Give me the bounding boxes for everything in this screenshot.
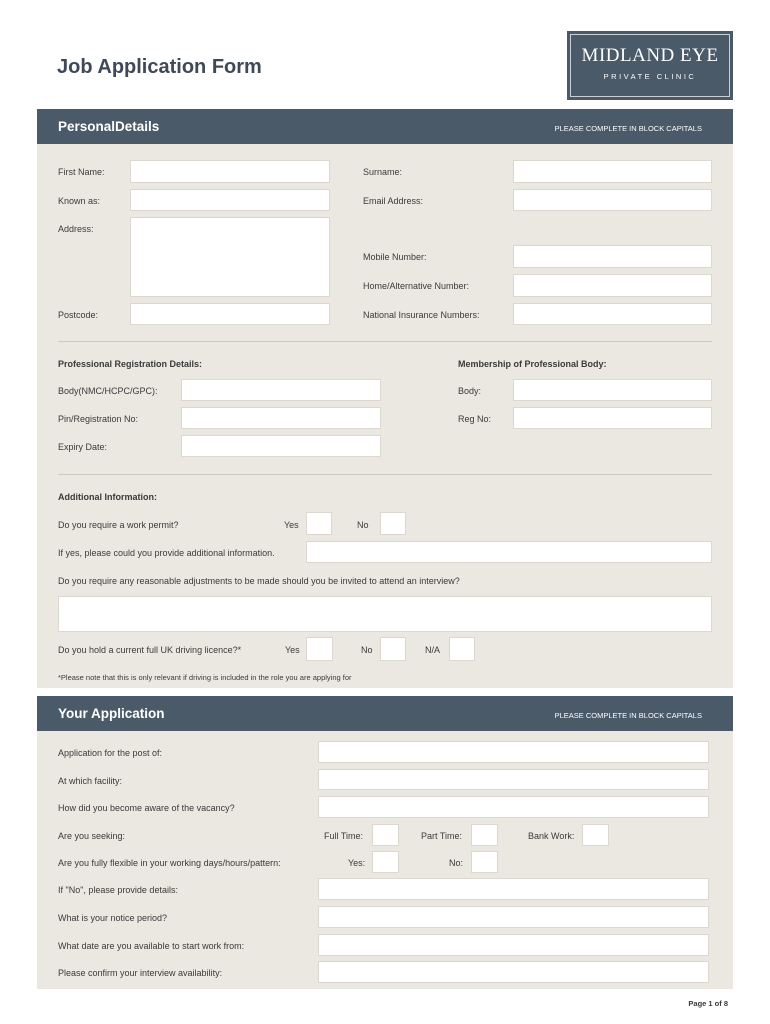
form-title: Job Application Form	[57, 56, 262, 78]
if-no-field[interactable]	[318, 878, 709, 900]
body-label: Body:	[458, 386, 482, 396]
post-field[interactable]	[318, 741, 709, 763]
section-title: Your Application	[58, 706, 165, 721]
home-number-field[interactable]	[513, 274, 712, 297]
surname-field[interactable]	[513, 160, 712, 183]
mobile-label: Mobile Number:	[363, 252, 427, 262]
clinic-logo	[567, 31, 733, 100]
logo-name: MIDLAND EYE	[581, 45, 719, 66]
divider	[58, 341, 712, 342]
personal-details-header	[37, 109, 733, 144]
address-field[interactable]	[130, 217, 330, 297]
reg-no-field[interactable]	[513, 407, 712, 429]
work-permit-yes-label: Yes	[284, 520, 299, 530]
membership-heading: Membership of Professional Body:	[458, 359, 607, 369]
work-permit-no-box[interactable]	[380, 512, 406, 535]
licence-no-label: No	[361, 645, 373, 655]
if-no-label: If "No", please provide details:	[58, 885, 178, 895]
part-time-label: Part Time:	[421, 831, 463, 841]
pin-label: Pin/Registration No:	[58, 414, 139, 424]
licence-yes-label: Yes	[285, 645, 300, 655]
mobile-field[interactable]	[513, 245, 712, 268]
surname-label: Surname:	[363, 167, 403, 177]
adjustments-field[interactable]	[58, 596, 712, 632]
expiry-field[interactable]	[181, 435, 381, 457]
if-yes-field[interactable]	[306, 541, 712, 563]
divider	[58, 474, 712, 475]
licence-na-box[interactable]	[449, 637, 475, 661]
block-capitals-note: PLEASE COMPLETE IN BLOCK CAPITALS	[554, 711, 702, 720]
post-label: Application for the post of:	[58, 748, 163, 758]
flexible-no-label: No:	[449, 858, 464, 868]
reg-no-label: Reg No:	[458, 414, 492, 424]
bank-work-label: Bank Work:	[528, 831, 575, 841]
postcode-field[interactable]	[130, 303, 330, 325]
licence-yes-box[interactable]	[306, 637, 333, 661]
work-permit-yes-box[interactable]	[306, 512, 332, 535]
facility-field[interactable]	[318, 769, 709, 790]
postcode-label: Postcode:	[58, 310, 99, 320]
expiry-label: Expiry Date:	[58, 442, 108, 452]
part-time-box[interactable]	[471, 824, 498, 846]
notice-label: What is your notice period?	[58, 913, 168, 923]
licence-no-box[interactable]	[380, 637, 406, 661]
start-date-label: What date are you available to start work from:	[58, 941, 245, 951]
email-field[interactable]	[513, 189, 712, 211]
work-permit-label: Do you require a work permit?	[58, 520, 179, 530]
body-field[interactable]	[513, 379, 712, 401]
known-as-label: Known as:	[58, 196, 101, 206]
address-label: Address:	[58, 224, 94, 234]
bank-work-box[interactable]	[582, 824, 609, 846]
if-yes-label: If yes, please could you provide additional information.	[58, 548, 275, 558]
flexible-yes-label: Yes:	[348, 858, 366, 868]
ni-number-label: National Insurance Numbers:	[363, 310, 480, 320]
licence-note: *Please note that this is only relevant if driving is included in the role you are applying for	[58, 673, 352, 682]
adjustments-label: Do you require any reasonable adjustments to be made should you be invited to attend an interview?	[58, 576, 460, 586]
seeking-label: Are you seeking:	[58, 831, 126, 841]
additional-info-heading: Additional Information:	[58, 492, 157, 502]
vacancy-source-field[interactable]	[318, 796, 709, 818]
interview-label: Please confirm your interview availability:	[58, 968, 223, 978]
work-permit-no-label: No	[357, 520, 369, 530]
logo-subtitle: PRIVATE CLINIC	[603, 72, 697, 81]
full-time-label: Full Time:	[324, 831, 364, 841]
full-time-box[interactable]	[372, 824, 399, 846]
pin-field[interactable]	[181, 407, 381, 429]
your-application-header	[37, 696, 733, 731]
body-nmc-label: Body(NMC/HCPC/GPC):	[58, 386, 158, 396]
notice-field[interactable]	[318, 906, 709, 928]
interview-field[interactable]	[318, 961, 709, 983]
body-nmc-field[interactable]	[181, 379, 381, 401]
first-name-label: First Name:	[58, 167, 105, 177]
licence-na-label: N/A	[425, 645, 441, 655]
section-title: PersonalDetails	[58, 119, 160, 134]
first-name-field[interactable]	[130, 160, 330, 183]
known-as-field[interactable]	[130, 189, 330, 211]
email-label: Email Address:	[363, 196, 424, 206]
page-number: Page 1 of 8	[688, 999, 728, 1008]
home-number-label: Home/Alternative Number:	[363, 281, 470, 291]
flexible-yes-box[interactable]	[372, 851, 399, 873]
block-capitals-note: PLEASE COMPLETE IN BLOCK CAPITALS	[554, 124, 702, 133]
facility-label: At which facility:	[58, 776, 123, 786]
ni-number-field[interactable]	[513, 303, 712, 325]
start-date-field[interactable]	[318, 934, 709, 956]
flexible-label: Are you fully flexible in your working days/hours/pattern:	[58, 858, 281, 868]
licence-label: Do you hold a current full UK driving licence?*	[58, 645, 242, 655]
vacancy-source-label: How did you become aware of the vacancy?	[58, 803, 235, 813]
prof-reg-heading: Professional Registration Details:	[58, 359, 203, 369]
flexible-no-box[interactable]	[471, 851, 498, 873]
